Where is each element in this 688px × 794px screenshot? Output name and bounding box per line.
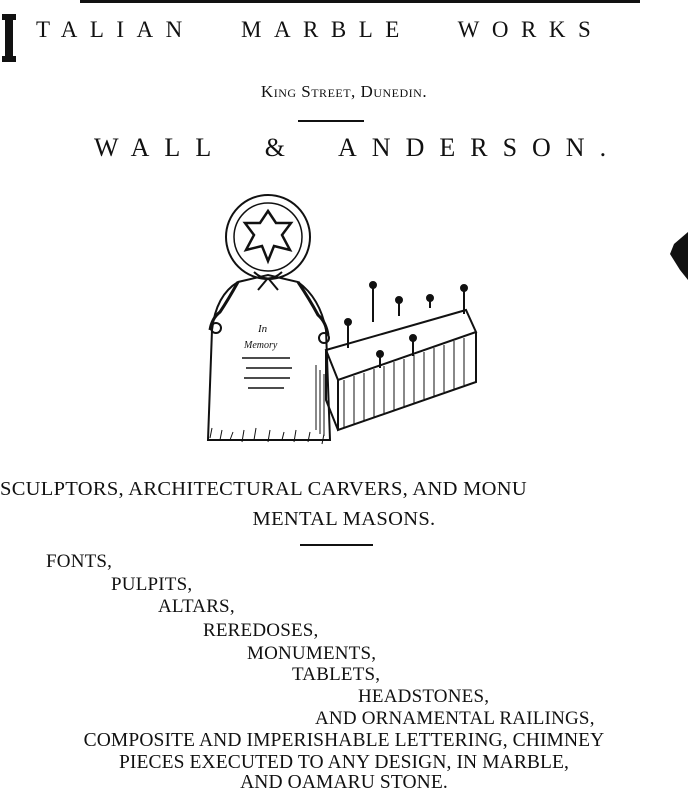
trade-description-line-2: MENTAL MASONS. [252, 508, 436, 530]
paragraph-line-3: AND OAMARU STONE. [240, 772, 448, 793]
page-edge-mark [668, 232, 688, 280]
divider-rule [300, 544, 373, 546]
list-item: PULPITS, [111, 574, 193, 595]
inscription-line-2: Memory [244, 340, 278, 351]
monument-illustration [198, 190, 488, 455]
list-item: FONTS, [46, 551, 113, 572]
list-item: REREDOSES, [203, 620, 319, 641]
list-item: HEADSTONES, [358, 686, 490, 707]
page-title: TALIAN MARBLE WORKS [36, 17, 604, 42]
list-item: MONUMENTS, [247, 643, 377, 664]
list-item: ALTARS, [158, 596, 235, 617]
trade-description-line-1: SCULPTORS, ARCHITECTURAL CARVERS, AND MONU [0, 478, 527, 500]
firm-name: WALL & ANDERSON. [94, 133, 622, 162]
divider-rule [298, 120, 364, 122]
list-item: AND ORNAMENTAL RAILINGS, [315, 708, 595, 729]
address-line: King Street, Dunedin. [260, 82, 428, 101]
list-item: TABLETS, [292, 664, 381, 685]
inscription-line-1: In [258, 323, 268, 335]
paragraph-line-2: PIECES EXECUTED TO ANY DESIGN, IN MARBLE, [118, 752, 570, 773]
paragraph-line-1: COMPOSITE AND IMPERISHABLE LETTERING, CHIMNEY [83, 730, 605, 751]
drop-cap-initial [2, 14, 16, 62]
top-border-rule [80, 0, 640, 3]
